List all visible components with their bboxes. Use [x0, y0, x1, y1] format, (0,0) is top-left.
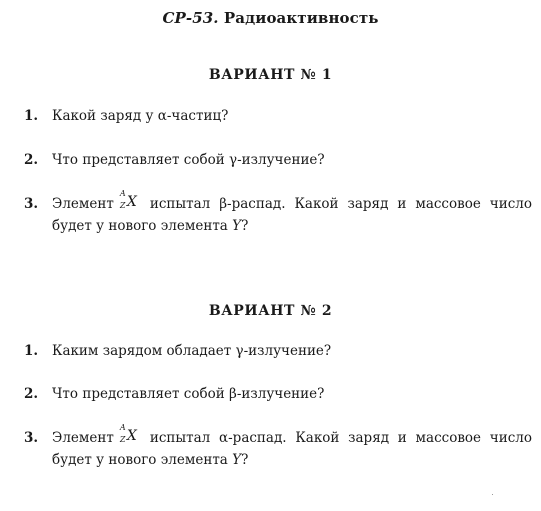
question-text-rest: испытал β-распад. Какой заряд и массовое число — [149, 196, 532, 212]
question-word: Элемент — [52, 196, 114, 212]
variant-1-heading: ВАРИАНТ № 1 — [208, 67, 333, 83]
variant-1-question-1 — [24, 105, 532, 127]
new-element-symbol: Y — [232, 218, 242, 234]
question-number: 3. — [24, 196, 39, 212]
charge-number: Z — [119, 435, 126, 444]
element-symbol: X — [126, 428, 137, 444]
question-text: Что представляет собой β-излучение? — [52, 386, 325, 402]
element-symbol: X — [126, 194, 137, 210]
mass-number: A — [119, 423, 126, 432]
variant-2-heading: ВАРИАНТ № 2 — [208, 303, 333, 319]
question-word: Элемент — [52, 430, 114, 446]
question-number: 3. — [24, 430, 39, 446]
question-text: Какой заряд у α-частиц? — [52, 108, 229, 124]
worksheet-topic: Радиоактивность — [223, 9, 379, 27]
new-element-symbol: Y — [232, 452, 242, 468]
question-text-line-2: будет у нового элемента Y? — [52, 452, 249, 468]
question-number: 2. — [24, 386, 39, 402]
question-text-line-1 — [52, 189, 532, 215]
question-text: Что представляет собой γ-излучение? — [52, 152, 325, 168]
variant-2-question-3 — [24, 423, 532, 471]
variant-1-question-3 — [24, 189, 532, 237]
question-text: Каким зарядом обладает γ-излучение? — [52, 343, 332, 359]
variant-2-question-1 — [24, 340, 532, 362]
page-title — [0, 9, 541, 27]
question-number: 2. — [24, 152, 39, 168]
question-number: 1. — [24, 108, 39, 124]
charge-number: Z — [119, 201, 126, 210]
question-text-line-1 — [52, 423, 532, 449]
variant-1-question-2 — [24, 149, 532, 171]
question-text-rest: испытал α-распад. Какой заряд и массовое число — [149, 430, 532, 446]
nuclide-notation — [119, 423, 142, 445]
mass-number: A — [119, 189, 126, 198]
variant-2-question-2 — [24, 383, 532, 405]
worksheet-code: СР-53. — [162, 9, 219, 27]
question-number: 1. — [24, 343, 39, 359]
nuclide-notation — [119, 189, 142, 211]
scan-speck — [492, 494, 493, 495]
question-text-line-2: будет у нового элемента Y? — [52, 218, 249, 234]
